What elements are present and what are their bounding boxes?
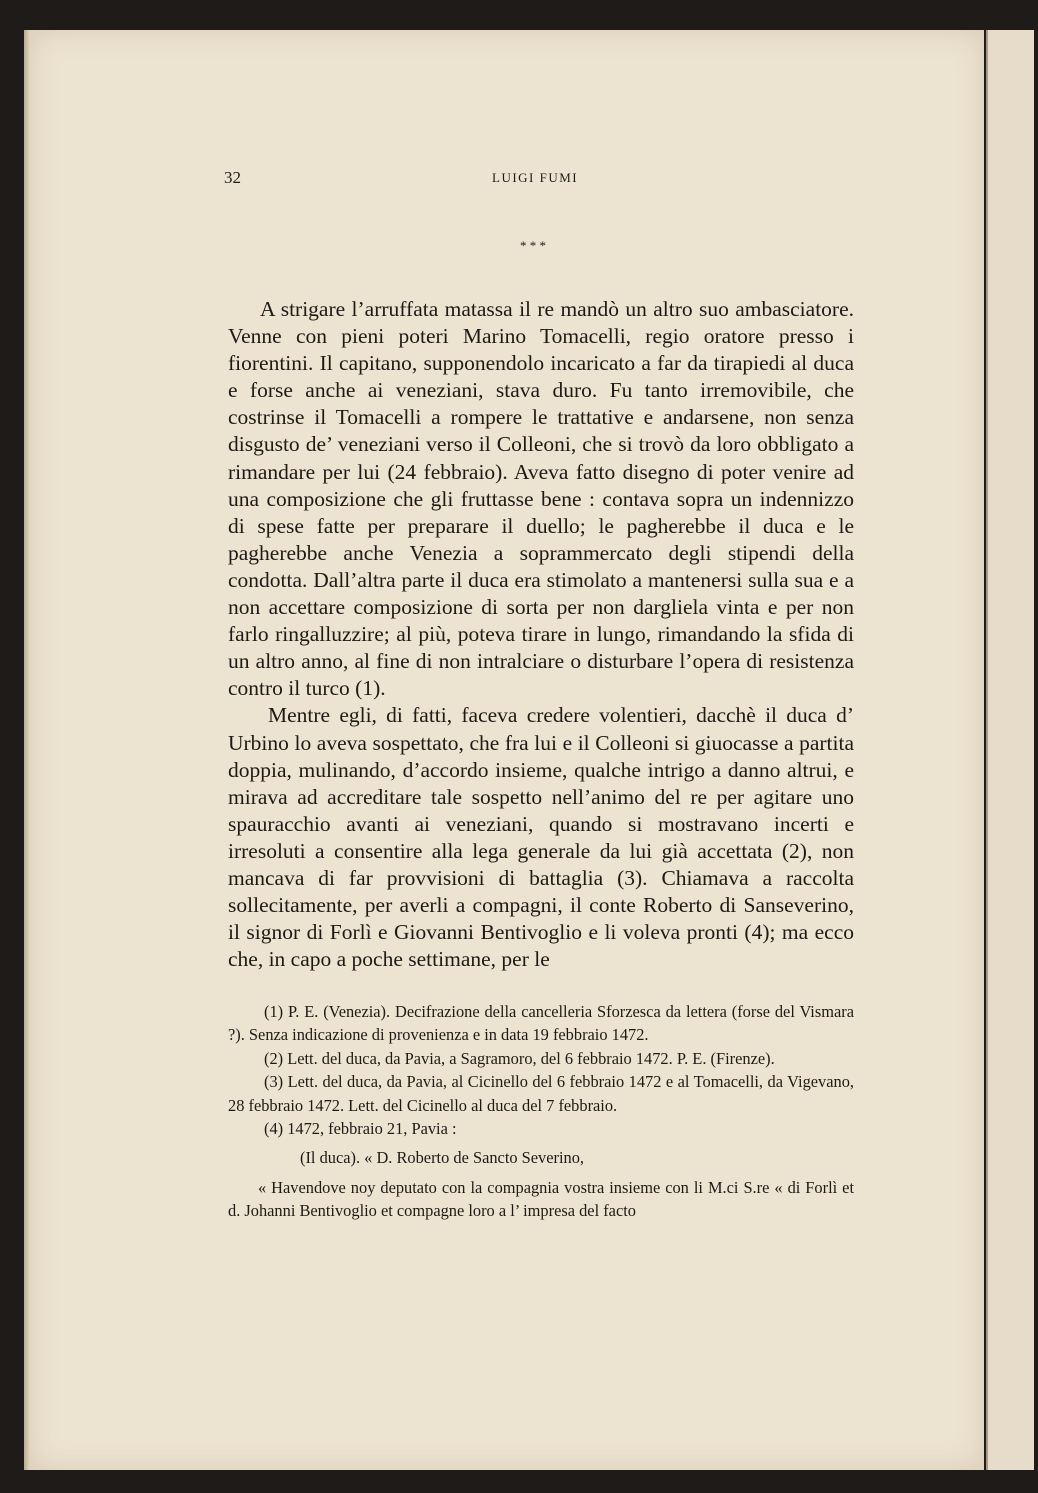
page-number: 32: [224, 168, 241, 187]
footnote-1: (1) P. E. (Venezia). Decifrazione della cancelleria Sforzesca da lettera (forse del Vismara ?). Senza indicazione di provenienza e in data 19 febbraio 1472.: [228, 1002, 854, 1045]
section-asterism: [518, 240, 548, 251]
footnote-4: (4) 1472, febbraio 21, Pavia :: [264, 1119, 457, 1139]
body-paragraph: A strigare l’arruffata matassa il re mandò un altro suo ambasciatore. Venne con pieni poteri Marino Tomacelli, regio oratore presso i fiorentini. Il capitano, supponendolo incaricato a far da tirapiedi al duca e forse anche ai veneziani, stava duro. Fu tanto irremovibile, che costrinse il Tomacelli a rompere le trattative e andarsene, non senza disgusto de’ veneziani verso il Colleoni, che si trovò da loro obbligato a rimandare per lui (24 febbraio). Aveva fatto disegno di poter venire ad una composizione che gli fruttasse bene : contava sopra un indennizzo di spese fatte per preparare il duello; le pagherebbe il duca e le pagherebbe anche Venezia a soprammercato degli stipendi della condotta. Dall’altra parte il duca era stimolato a mantenersi sulla sua e a non accettare composizione di sorta per non dargliela vinta e per non farlo ringalluzzire; al più, poteva tirare in lungo, rimandando la sfida di un altro anno, al fine di non intralciare o disturbare l’opera di resistenza contro il turco (1).: [228, 297, 854, 701]
footnote-salutation: (Il duca). « D. Roberto de Sancto Severino,: [300, 1148, 585, 1168]
running-header: [224, 168, 854, 192]
adjacent-page-edge: [986, 30, 1034, 1470]
running-title: LUIGI FUMI: [492, 170, 579, 185]
footnote-quote: « Havendove noy deputato con la compagnia vostra insieme con li M.ci S.re « di Forlì et d. Johanni Bentivoglio et compagne loro a l’ impresa del facto: [228, 1177, 854, 1221]
body-text: [228, 296, 854, 973]
section-mark: * * *: [520, 238, 546, 253]
footnotes: [228, 1000, 854, 1223]
footnote-3: (3) Lett. del duca, da Pavia, al Cicinello del 6 febbraio 1472 e al Tomacelli, da Vigevano, 28 febbraio 1472. Lett. del Cicinello al duca del 7 febbraio.: [228, 1072, 854, 1115]
footnote-2: (2) Lett. del duca, da Pavia, a Sagramoro, del 6 febbraio 1472. P. E. (Firenze).: [264, 1048, 775, 1068]
body-paragraph: Mentre egli, di fatti, faceva credere volentieri, dacchè il duca d’ Urbino lo aveva sospettato, che fra lui e il Colleoni si giuocasse a partita doppia, mulinando, d’accordo insieme, qualche intrigo a danno altrui, e mirava ad accreditare tale sospetto nell’animo del re per agitare uno spauracchio avanti ai veneziani, quando si mostravano incerti e irresoluti a consentire alla lega generale da lui già accettata (2), non mancava di far provvisioni di battaglia (3). Chiamava a raccolta sollecitamente, per averli a compagni, il conte Roberto di Sanseverino, il signor di Forlì e Giovanni Bentivoglio e li voleva pronti (4); ma ecco che, in capo a poche settimane, per le: [228, 703, 854, 972]
